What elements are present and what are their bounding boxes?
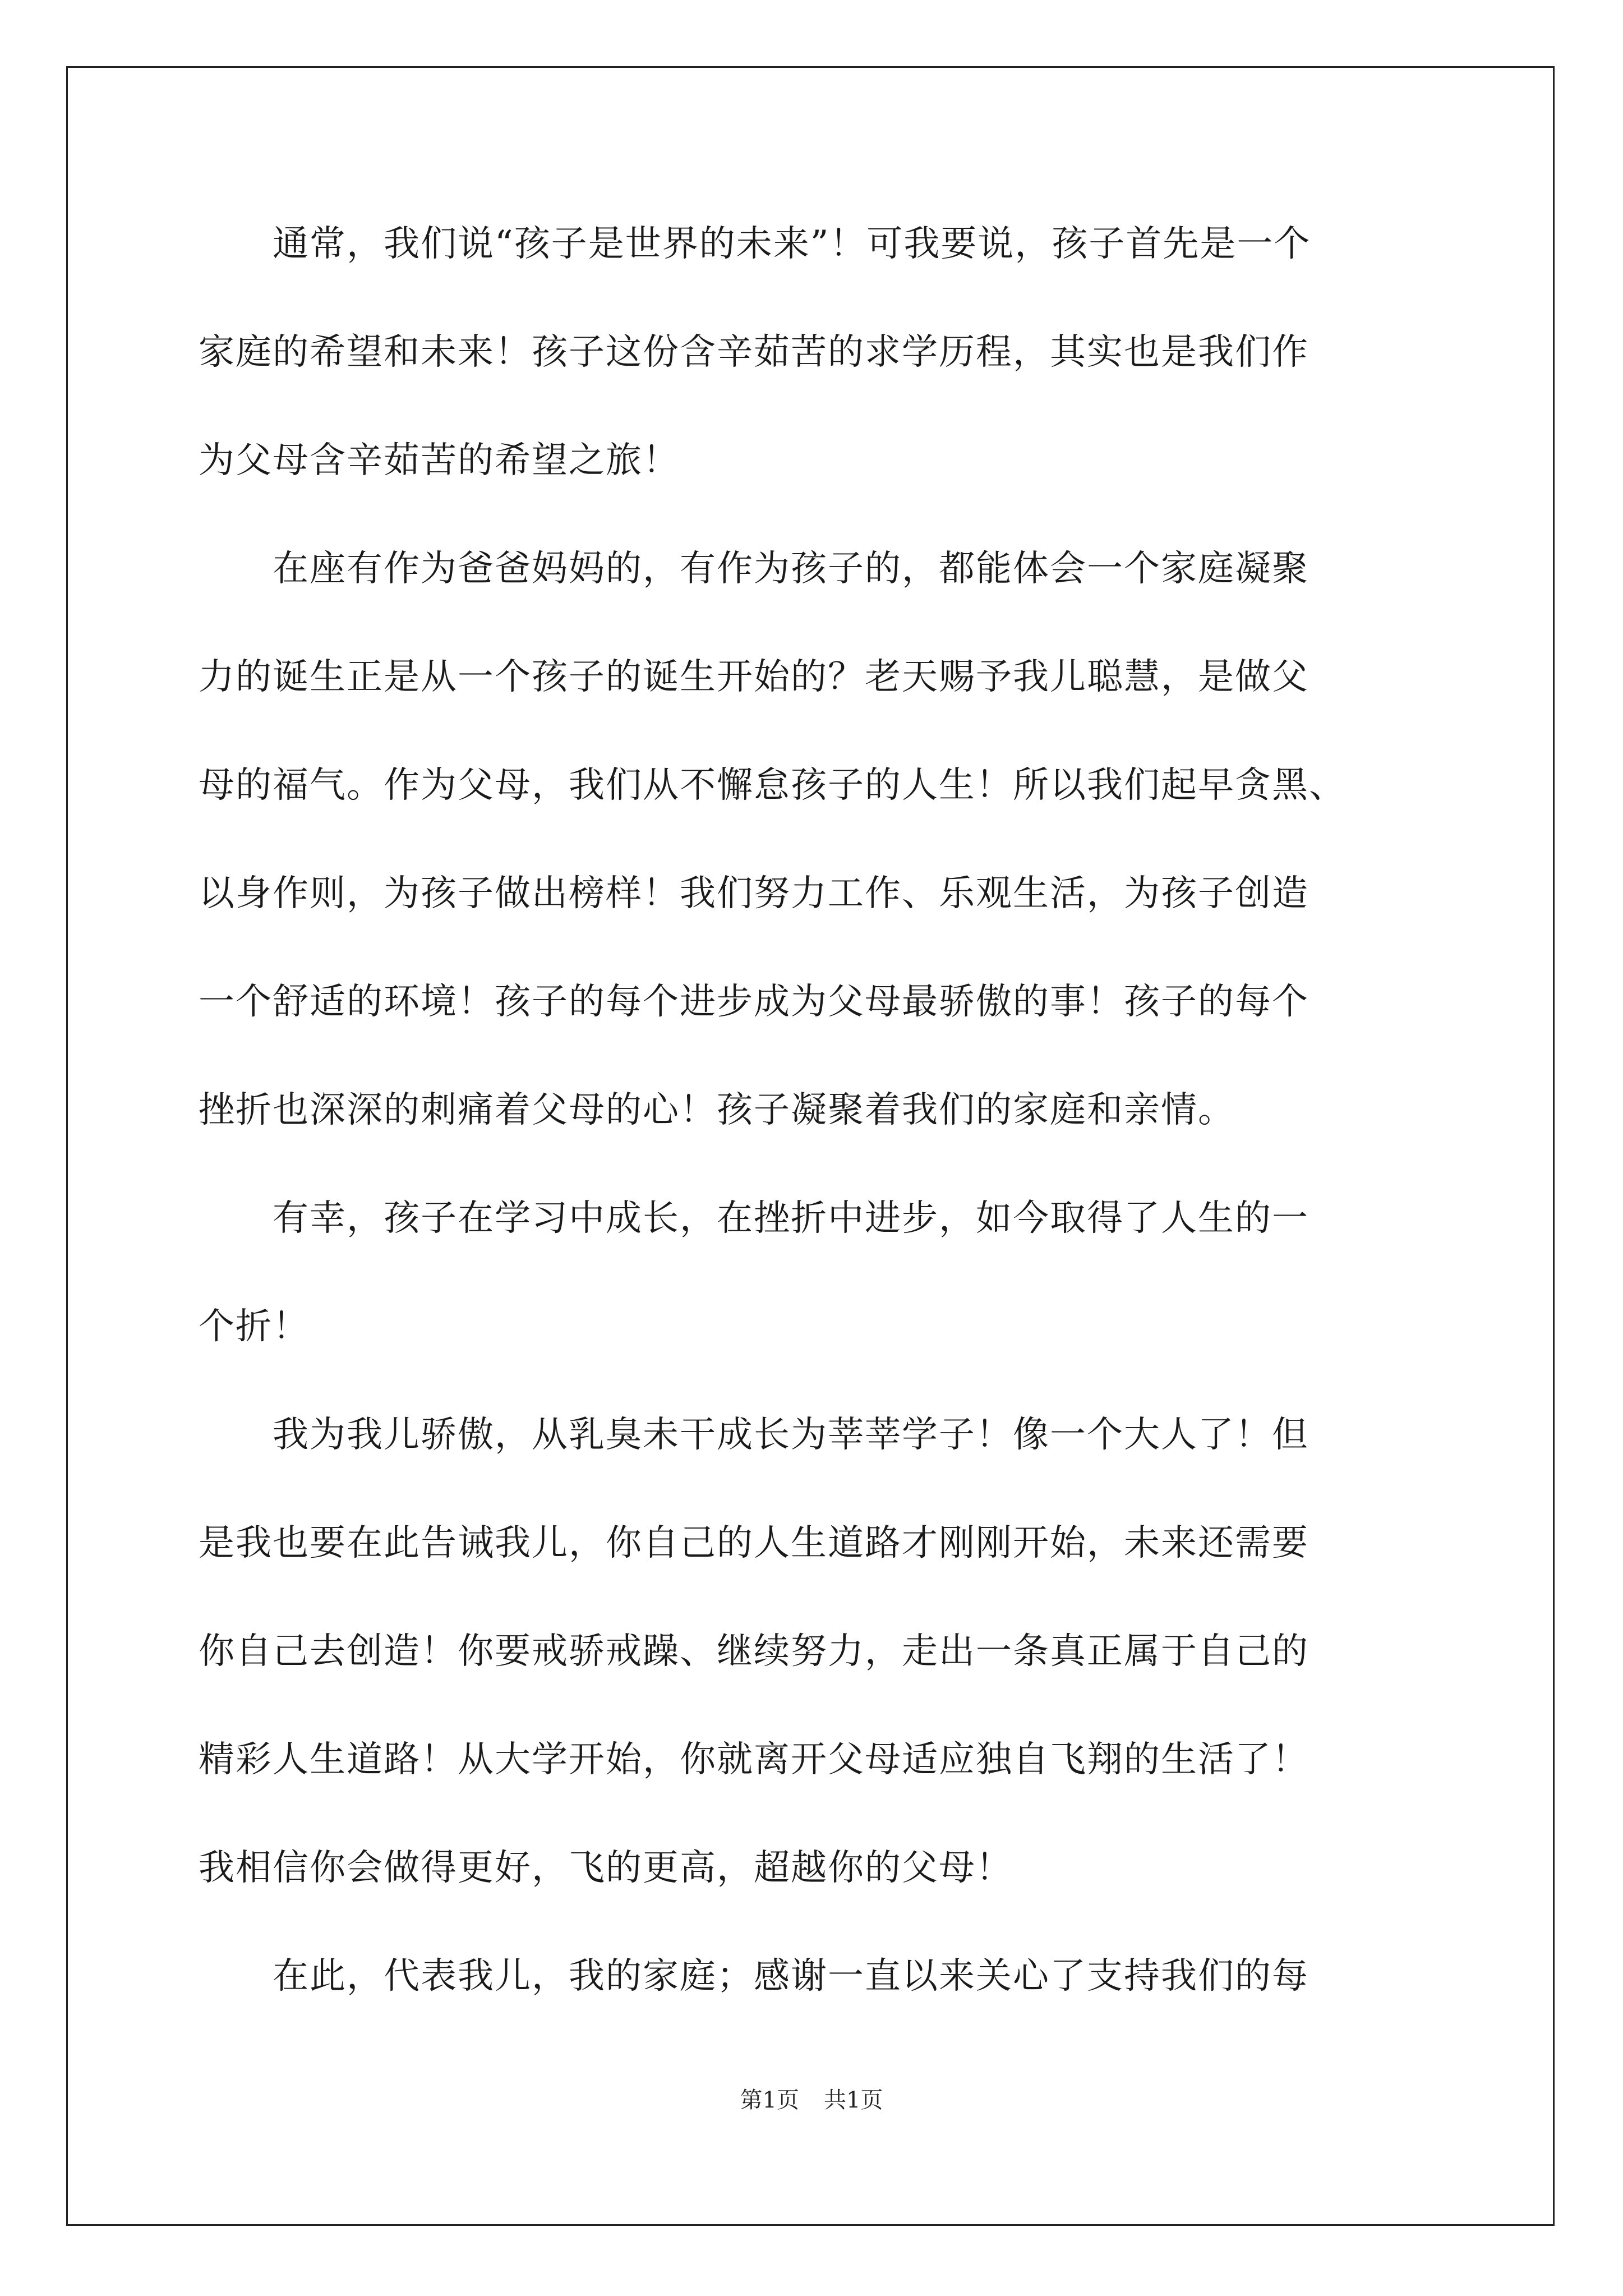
text-line: 通常，我们说“孩子是世界的未来”！可我要说，孩子首先是一个 xyxy=(199,223,1311,265)
text-line: 在座有作为爸爸妈妈的，有作为孩子的，都能体会一个家庭凝聚 xyxy=(199,548,1309,590)
text-line: 是我也要在此告诫我儿，你自己的人生道路才刚刚开始，未来还需要 xyxy=(199,1522,1309,1564)
page-footer xyxy=(0,2082,1623,2114)
text-line: 力的诞生正是从一个孩子的诞生开始的？老天赐予我儿聪慧，是做父 xyxy=(199,656,1309,698)
page-number: 第1页 xyxy=(740,2087,799,2113)
text-line: 为父母含辛茹苦的希望之旅！ xyxy=(199,440,680,481)
text-line: 以身作则，为孩子做出榜样！我们努力工作、乐观生活，为孩子创造 xyxy=(199,873,1309,914)
page-border xyxy=(66,66,1555,2226)
text-line: 家庭的希望和未来！孩子这份含辛茹苦的求学历程，其实也是我们作 xyxy=(199,332,1309,373)
text-line: 我相信你会做得更好，飞的更高，超越你的父母！ xyxy=(199,1847,1013,1889)
text-line: 母的福气。作为父母，我们从不懈怠孩子的人生！所以我们起早贪黑、 xyxy=(199,765,1346,806)
text-line: 个折！ xyxy=(199,1306,310,1347)
text-line: 挫折也深深的刺痛着父母的心！孩子凝聚着我们的家庭和亲情。 xyxy=(199,1089,1235,1131)
text-line: 精彩人生道路！从大学开始，你就离开父母适应独自飞翔的生活了！ xyxy=(199,1739,1309,1780)
text-line: 一个舒适的环境！孩子的每个进步成为父母最骄傲的事！孩子的每个 xyxy=(199,981,1309,1023)
text-line: 有幸，孩子在学习中成长，在挫折中进步，如今取得了人生的一 xyxy=(199,1198,1309,1239)
text-line: 我为我儿骄傲，从乳臭未干成长为莘莘学子！像一个大人了！但 xyxy=(199,1414,1309,1456)
page-total: 共1页 xyxy=(824,2087,883,2113)
text-line: 你自己去创造！你要戒骄戒躁、继续努力，走出一条真正属于自己的 xyxy=(199,1631,1309,1672)
text-line: 在此，代表我儿，我的家庭；感谢一直以来关心了支持我们的每 xyxy=(199,1955,1309,1997)
